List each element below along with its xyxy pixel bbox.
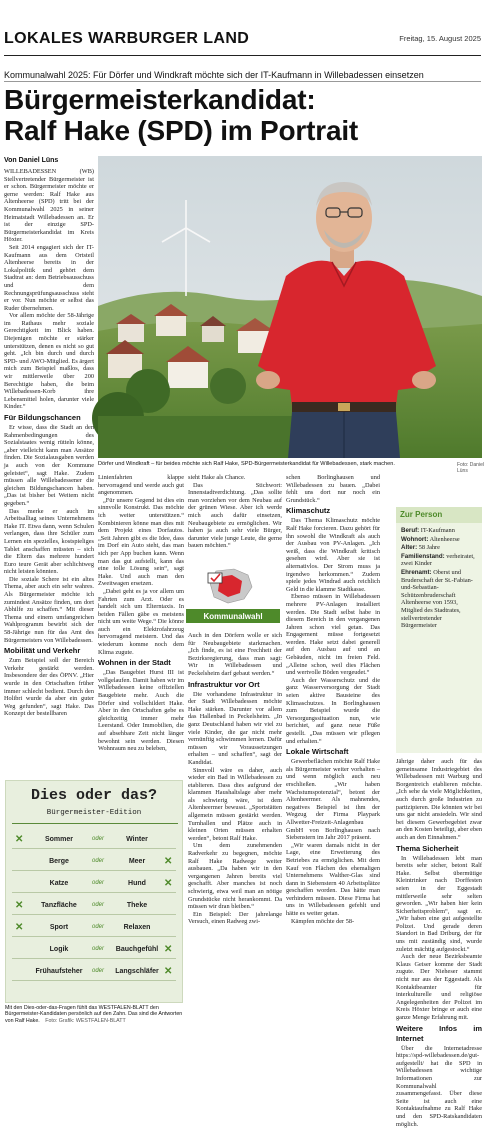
or-label: oder — [91, 924, 104, 930]
masthead-rule — [4, 55, 481, 56]
paragraph: Das Stichwort: Innenstadtverdichtung. „Das sollte man vorziehen vor dem Neubau auf der grünen Wiese. Aber ich werde mich auch dafür einsetzen, Neubaugebiete zu ermöglichen. Wir haben ja auch sehr viele Bürger, darunter viele junge Leute, die gerne bauen möchten.“ — [188, 481, 282, 550]
or-label: oder — [91, 858, 104, 864]
paragraph: Seit 2014 engagiert sich der IT-Kaufmann aus dem Ortsteil Altenheerse bereits in der Lokalpolitik und gehört dem Stadtrat an: dem Betriebsausschuss und dem Rechnungsprüfungsausschuss steht er vor. Nun möchte er selbst das Ruder übernehmen. — [4, 243, 94, 312]
section-title: LOKALES WARBURGER LAND — [4, 30, 250, 47]
row-divider — [12, 870, 176, 871]
option-right: Winter — [126, 836, 148, 843]
paragraph: „Wir waren damals nicht in der Lage, eine Erweiterung des Betriebes zu ermöglichen. Mit dem Kauf von Flächen des ehemaligen Unternehmens Walther-Glas sind dann in Siebenstern 40 Arbeitsplätze geschaffen worden. Das hätte man verhindern müssen. Diese Firma hat uns in Willebadessen gefehlt und hätte es weiter getan. — [286, 841, 380, 918]
game-title: Dies oder das? — [30, 787, 158, 804]
paragraph: „Dabei geht es ja vor allem um Fahrten zum Arzt. Oder es handelt sich um Elterntaxis. In beiden Fällen gäbe es meistens nicht um weite Wege.“ Die könne auch ein Elektrofahrzeug hervorragend meistern. Und das wiederum komme noch dem Klima zugute. — [98, 587, 184, 656]
masthead — [4, 30, 481, 54]
person-wohnort — [401, 536, 478, 544]
article-column-3-top — [188, 474, 282, 564]
option-right: Hund — [128, 880, 146, 887]
photo-credit: Foto: Daniel Lüns — [457, 462, 484, 474]
headline-line-2: Ralf Hake (SPD) im Portrait — [4, 115, 359, 146]
or-label: oder — [91, 946, 104, 952]
subheading: Mobilität und Verkehr — [4, 646, 81, 656]
subheading: Thema Sicherheit — [396, 843, 459, 853]
option-left: Berge — [49, 858, 69, 865]
paragraph: Auch der neue Bezirksbeamte Klaus Geiser komme der Stadt zugute. Der Nieheser stammt nicht nur aus der Eggestadt. Als Kontaktbeamter für interkulturelle und religiöse Angelegenheiten der Polizei im Kreis Höxter bringe er auch eine ganze Menge Erfahrung mit. — [396, 953, 482, 1021]
paragraph: Ebenso müssen in Willebadessen mehrere PV-Anlagen installiert werden. Die Stadt selbst habe in diesem Bereich in den vergangenen Jahren schon viel getan. Das Engagement müsse fortgesetzt werden. Hake setzt dabei generell auf den Ausbau auf und an Gebäuden, nicht im freien Feld. „Alleine schon, weil dies Flächen und wertvolle Böden vergeudet.“ — [286, 593, 380, 677]
label: Wohnort: — [401, 535, 429, 543]
label: Alter: — [401, 544, 418, 552]
issue-date: Freitag, 15. August 2025 — [399, 34, 481, 43]
subheading: Wohnen in der Stadt — [98, 658, 171, 668]
paragraph: Er wisse, dass die Stadt an den Rahmenbedingungen des Sozialstaates wenig rütteln könne, „aber vielleicht kann man Ansätze finden. Die Sozialausgaben werden ja auch von der Kommune geleistet“, sagt Hake. Zudem müssen alle Willebadessener die gleichen Bildungschancen haben. „Das ist bisher bei Weitem nicht gegeben.“ — [4, 424, 94, 507]
label: Ehrenamt: — [401, 568, 432, 576]
cross-mark-icon: ✕ — [15, 834, 24, 845]
row-divider — [12, 914, 176, 915]
game-caption — [5, 1005, 185, 1024]
zur-person-box — [396, 507, 482, 754]
cross-mark-icon: ✕ — [164, 878, 173, 889]
paragraph: Die soziale Schere ist ein altes Thema, aber auch ein sehr wahres. Als Bürgermeister möchte ich zumindest Ansätze finden, um dort Abhilfe zu schaffen.“ Mit dieser Thema und einem umfangreichen Wahlprogramm bewirbt sich der 58-Jährige nun für das Amt des Bürgermeisters von Willebadessen. — [4, 575, 94, 644]
headline-line-1: Bürgermeisterkandidat: — [4, 84, 316, 115]
paragraph: Die vorhandene Infrastruktur in der Stadt Willebadessen möchte Hake stärken. Darunter vor allem das Hallenbad in Peckelsheim. „In ganz Deutschland haben wir viel zu viele Kinder, die gar nicht mehr vernünftig schwimmen lernen. Dafür müssen wir Voraussetzungen erhalten – und schaffen“, sagt der Kandidat. — [188, 690, 282, 766]
option-right: Meer — [128, 858, 146, 865]
option-right: Bauchgefühl — [115, 946, 159, 953]
paragraph: WILLEBADESSEN (WB) Stellvertretender Bürgermeister ist er schon. Bürgermeister möchte er gerne werden: Ralf Hake aus Altenheerse (SPD) tritt bei der Kommunalwahl 2025 in seiner Heimatstadt Willebadessen an. Er ist der einzige SPD-Bürgermeisterkandidat im Kreis Höxter. — [4, 168, 94, 244]
paragraph: Jährige daher auch für das gemeinsame Industriegebiet des Willebadessen mit Warburg und Borgentreich etablieren möchte. „Ich sehe da viele Möglichkeiten, auch durch große Industrien zu partizipieren. Die könnten wir bei uns gar nicht ansiedeln. Wir sind bei diesem Gewerbegebiet zwar an den Kosten beteiligt, aber eben auch an den Einnahmen.“ — [396, 758, 482, 841]
paragraph: Um dem zunehmenden Radverkehr zu begegnen, möchte Ralf Hake Radwege weiter ausbauen. „Da haben wir in den vergangenen Jahren bereits viel geschafft. Aber manches ist noch schwierig, etwa weil man an nötige Grundstücke nicht herankommt. Da müssen wir dran bleiben.“ — [188, 842, 282, 911]
paragraph: sieht Hake als Chance. — [188, 474, 246, 481]
paragraph: „Das Baugebiet Hurst III ist vollgelaufen. Damit haben wir im Willebadessen keine offiziellen Baugebiete mehr. Auch die Dörfer sind vollschildert Hake. Aber in den Ortschaften gebe es gleichzeitig immer mehr Leerstand. Oder Immobilien, die auf absehbare Zeit nicht länger bewohnt sein werden. Diesen Wohnraum neu zu beleben, — [98, 669, 184, 753]
paragraph: Auch der Wasserschutz und die ganz Wasserversorgung der Stadt seien aktive Bausteine des Klimaschutzes. In Borlinghausen zum Beispiel wurde die Versorgungssituation nun, wie berichtet, auf ganz neue Füße gestellt. „Das müssen wir pflegen und erhalten.“ — [286, 676, 380, 745]
row-divider — [12, 980, 176, 981]
or-label: oder — [91, 880, 104, 886]
label: Familienstand: — [401, 552, 445, 560]
zur-person-header: Zur Person — [396, 507, 482, 523]
cross-mark-icon: ✕ — [164, 944, 173, 955]
photo-caption: Dörfer und Windkraft – für beides möchte sich Ralf Hake, SPD-Bürgermeisterkandidat für Willebadessen, stark machen. — [98, 461, 395, 467]
subheading: Infrastruktur vor Ort — [188, 679, 260, 689]
value: verheiratet, zwei Kinder — [401, 552, 475, 568]
kommunalwahl-logo — [186, 565, 280, 629]
cross-mark-icon: ✕ — [164, 966, 173, 977]
value: IT-Kaufmann — [420, 527, 455, 534]
person-ehrenamt — [401, 569, 478, 630]
photo-illustration — [98, 156, 482, 458]
option-right: Theke — [126, 902, 148, 909]
option-left: Sommer — [44, 836, 73, 843]
game-row — [6, 877, 182, 893]
kicker-rule — [4, 81, 481, 82]
zur-person-body — [396, 523, 482, 753]
paragraph: Gewerbeflächen möchte Ralf Hake als Bürgermeister weiter vorhalten – und wenn möglich auch neu erschließen. „Wir haben Wachstumspotenzial“, betont der Altenheermer. Als mahnendes, negatives Beispiel ist ihm der Wegzug der Firma Playpark Allwetter-Freizeit-Anlagenbau GmbH von Borlinghausen nach Siebenstern im Jahr 2017 präsent. — [286, 758, 380, 842]
paragraph: „Für unsere Gegend ist dies ein sinnvolle Konstrukt. Das möchte ich weiter unterstützen.“ Kombinieren könne man dies mit dem Projekt eines Dorfautos. „Seit Jahren gibt es die Idee, dass im Dorf ein Auto steht, das man sich per App buchen kann. Wenn man das gut aufstellt, kann das eine tolle Lösung sein“, sagt Hake. Und auch man den Zweitwagen ersetzen. — [98, 496, 184, 588]
paragraph: Das Thema Klimaschutz möchte Ralf Hake forcieren. Dazu gehört für ihn sowohl die Windkraft als auch der Ausbau von PV-Anlagen. „Ich weiß, dass die Windkraft kritisch gesehen wird. Aber sie ist alternativlos. Der Strom muss ja irgendwo herkommen.“ Zudem spiele jedes Windrad auch reichlich Geld in die klamme Stadtkasse. — [286, 517, 380, 593]
game-subtitle: Bürgermeister-Edition — [46, 809, 142, 817]
option-right: Langschläfer — [115, 968, 159, 975]
subheading: Lokale Wirtschaft — [286, 747, 349, 757]
article-column-5 — [396, 758, 482, 1128]
row-divider — [12, 936, 176, 937]
person-alter — [401, 544, 478, 552]
paragraph: Über die Internetadresse https://spd-willebadessen.de/gut-aufgestellt/ hat die SPD in Willebadessen wichtige Informationen zur Kommunalwahl zusammengefasst. Über diese Seite ist auch eine Kontaktaufnahme zu Ralf Hake und den SPD-Ratskandidaten möglich. — [396, 1044, 482, 1128]
option-left: Katze — [49, 880, 69, 887]
subheading: Klimaschutz — [286, 506, 331, 516]
kicker: Kommunalwahl 2025: Für Dörfer und Windkraft möchte sich der IT-Kaufmann in Willebadessen einsetzen — [4, 70, 424, 80]
cross-mark-icon: ✕ — [164, 856, 173, 867]
byline: Von Daniel Lüns — [4, 157, 59, 164]
paragraph: Zum Beispiel soll der Bereich Verkehr gestärkt werden. Insbesondere der des ÖPNV. „Hier wurde in den Ortschaften früher immer schlecht bedient. Durch den Holibri wurde da aber ein guter Weg gefunden“, sagt Hake. Das Konzept der bestellbaren — [4, 657, 94, 718]
game-caption-text: Mit den Dies-oder-das-Fragen fühlt das WESTFALEN-BLATT den Bürgermeister-Kandidaten persönlich auf den Zahn. Das sind die Antworten von Ralf Hake. — [5, 1005, 183, 1024]
cross-mark-icon: ✕ — [15, 900, 24, 911]
game-row — [6, 899, 182, 915]
game-row — [6, 943, 182, 959]
game-credit: Foto: Grafik: WESTFALEN-BLATT — [45, 1017, 126, 1024]
option-right: Relaxen — [123, 924, 151, 931]
paragraph: Ein Beispiel: Der jahrelange Versuch, einen Radweg zwi- — [188, 910, 282, 926]
or-label: oder — [91, 968, 104, 974]
value: Oberst und Bruderschaft der St.-Fabian-und-Sebastian-Schützenbruderschaft Altenheerse von 1593, Mitglied des Stadtrates, stellvertretender Bürgermeister — [401, 568, 473, 630]
cross-mark-icon: ✕ — [15, 922, 24, 933]
subheading: Für Bildungschancen — [4, 413, 81, 422]
person-beruf — [401, 527, 478, 535]
option-left: Sport — [49, 924, 69, 931]
article-column-4 — [286, 474, 380, 1020]
paragraph: schen Borlinghausen und Willebadessen zu bauen. „Dabei fehlt uns dort nur noch ein Grundstück.“ — [286, 474, 380, 504]
article-column-3-bottom — [188, 632, 282, 1020]
paragraph: In Willebadessen lebt man bereits sehr sicher, betont Ralf Hake. Selbst übermütige Kleintrinker nach Dorffesten seien in der Eggestadt mittlerweile sehr selten geworden. „Wir haben hier kein Sicherheitsproblem“, sagt er. „Wir haben eine gut aufgestellte Polizei. Und gerade deren Standort in Bad Driburg, der für uns mit zuständig sind, wurde zuletzt mächtig aufgestockt.“ — [396, 854, 482, 953]
person-familie — [401, 553, 478, 568]
row-divider — [12, 892, 176, 893]
paragraph: Kämpfen möchte der 58- — [291, 917, 355, 925]
paragraph: Linienfahrten klappe hervorragend und werde auch gut angenommen. — [98, 474, 184, 497]
subheading: Weitere Infos im Internet — [396, 1023, 482, 1043]
paragraph: Das merke er auch im Arbeitsalltag seines Unternehmens Hake IT. Etwa dann, wenn Schulen verlangen, dass ihre Schüler zum Lernen ein spezielles, kostspieliges Tablet anschaffen müssten – sich die Eltern das mehrere hundert Euro teure Gerät aber schlichtweg nicht leisten könnten. — [4, 507, 94, 576]
value: 58 Jahre — [418, 544, 440, 552]
value: Altenheerse — [429, 535, 460, 543]
game-row — [6, 965, 182, 981]
logo-label: Kommunalwahl — [203, 612, 263, 621]
label: Beruf: — [401, 527, 420, 534]
option-left: Logik — [49, 946, 69, 953]
game-divider — [12, 823, 178, 824]
row-divider — [12, 848, 176, 849]
candidate-photo — [98, 156, 482, 458]
headline — [4, 84, 481, 146]
dies-oder-das-box — [5, 780, 183, 1003]
or-label: oder — [91, 836, 104, 842]
option-left: Tanzfläche — [41, 902, 77, 909]
option-left: Frühaufsteher — [35, 968, 83, 975]
paragraph: Sinnvoll wäre es daher, auch wieder ein Bad in Willebadessen zu etablieren. Dass dies aufgrund der klammen Haushaltslage aber mehr als schwierig wäre, ist dem Altenheermer bewusst. „Sportstätten allgemein müssen gestärkt werden. Turnhallen und Plätze auch in kleinen Orten müssen erhalten werden“, betont Ralf Hake. — [188, 766, 282, 842]
paragraph: Vor allem möchte der 58-Jährige im Rathaus mehr soziale Gerechtigkeit im Blick haben. Diejenigen möchte er stärker unterstützen, denen es nicht so gut geht. „Ich bin durch und durch SPD- und AWO-Mitglied. Es ärgert mich zum Beispiel maßlos, dass wir mittlerweile über 200 Berechtigte haben, die beim Willebadessen-Korb ihre Lebensmittel holen, darunter viele Kinder.“ — [4, 312, 94, 411]
row-divider — [12, 958, 176, 959]
game-row — [6, 921, 182, 937]
article-column-1 — [4, 168, 94, 770]
or-label: oder — [91, 902, 104, 908]
game-row — [6, 855, 182, 871]
game-row — [6, 833, 182, 849]
paragraph: Auch in den Dörfern wolle er sich für Neubaugebiete starkmachen. „Ich finde, es ist eine Frechheit der Bezirksregierung, dass man sagt: Wir in Willebadessen und Peckelsheim darf gebaut werden.“ — [188, 632, 282, 677]
